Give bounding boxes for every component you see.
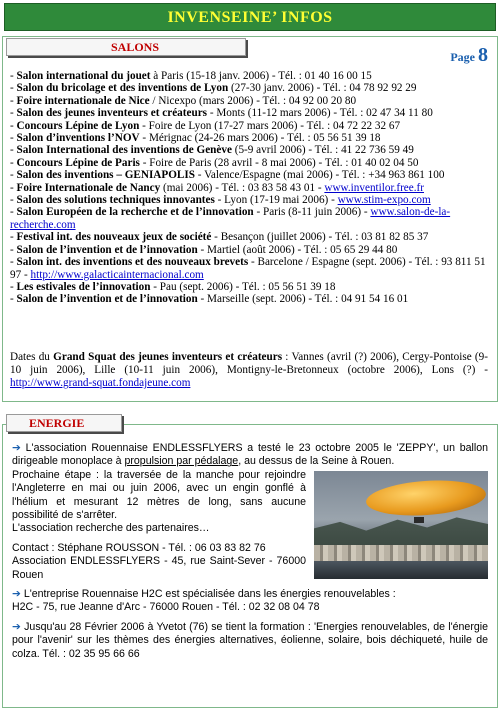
newsletter-banner [4,3,496,31]
salon-item [10,182,488,194]
salon-item [10,144,488,156]
energie-content [12,442,488,667]
salon-details: - Mérignac (24-26 mars 2006) - Tél. : 05 56 51 39 18 [139,132,381,145]
salon-name: Concours Lépine de Paris [16,156,140,169]
salon-name: Salon du bricolage et des inventions de Lyon [16,82,229,95]
h2c-text: L'entreprise Rouennaise H2C est spécialisée dans les énergies renouvelables : [20,588,396,601]
salon-item [10,244,488,256]
salon-item [10,132,488,144]
salon-details: - Valence/Espagne (mai 2006) - Tél. : +34 963 861 100 [194,169,445,182]
salon-name: Salon International des inventions de Genève [16,144,232,157]
salon-bullet: - [10,181,17,194]
salon-details: - Barcelone / Espagne (sept. 2006) - Tél. : 93 811 51 97 - [10,256,486,281]
salon-details: - Paris (8-11 juin 2006) - [253,206,371,219]
arrow-icon: ➔ [12,442,21,454]
salon-bullet: - [10,70,17,82]
salon-bullet: - [10,94,17,107]
zeppy-balloon-photo [314,471,488,579]
zeppy-text-a: L'association Rouennaise ENDLESSFLYERS a testé le 23 octobre 2005 le 'ZEPPY', un ballon dirigeable monoplace à [12,442,488,468]
photo-city [314,545,488,561]
arrow-icon: ➔ [12,620,21,633]
salon-item [10,194,488,206]
grand-squat-paragraph [10,351,488,390]
salon-details: - Lyon (17-19 mai 2006) - [214,194,338,207]
squat-details: : Vannes (avril (?) 2006), Cergy-Pontoise (9-10 juin 2006), Lille (10-11 juin 2006), Montigny-le-Bretonneux (octobre 2006), Lons (?) - [10,351,488,376]
salon-bullet: - [10,82,17,95]
salon-name: Les estivales de l’innovation [16,280,151,293]
salon-link[interactable]: www.inventilor.free.fr [324,181,424,194]
salon-link[interactable]: www.salon-de-la-recherche.com [10,206,451,231]
page-number [450,44,488,67]
salon-details: - Besançon (juillet 2006) - Tél. : 03 81 82 85 37 [211,231,429,244]
page-label: Page [450,50,475,64]
salons-title: SALONS [111,40,160,54]
salon-bullet: - [10,169,17,182]
photo-gondola [414,517,424,523]
salon-item [10,256,488,281]
salon-name: Concours Lépine de Lyon [16,119,140,132]
salons-list [10,70,488,306]
salon-bullet: - [10,194,17,207]
salon-bullet: - [10,243,17,256]
salon-details: / Nicexpo (mars 2006) - Tél. : 04 92 00 20 80 [149,94,357,107]
newsletter-title: INVENSEINE’ INFOS [167,9,333,26]
photo-balloon [365,477,487,519]
salon-name: Festival int. des nouveaux jeux de société [16,231,212,244]
salon-name: Salon int. des inventions et des nouveaux brevets [16,256,249,269]
zeppy-underlined: propulsion par pédalage [124,455,239,468]
salon-details: - Monts (11-12 mars 2006) - Tél. : 02 47 34 11 80 [207,107,433,120]
salon-details: (5-9 avril 2006) - Tél. : 41 22 736 59 49 [231,144,414,157]
photo-river [314,561,488,579]
salon-bullet: - [10,231,17,244]
salon-details: - Marseille (sept. 2006) - Tél. : 04 91 54 16 01 [197,293,409,306]
salon-item [10,107,488,119]
salon-name: Salon de l’invention et de l’innovation [16,293,198,306]
salon-bullet: - [10,293,17,306]
salon-name: Salon international du jouet [16,70,151,82]
zeppy-partners: L'association recherche des partenaires… [12,522,210,535]
salon-item [10,169,488,181]
zeppy-next-step: Prochaine étape : la traversée de la manche pour rejoindre l'Angleterre en mai ou juin 2006, avec un engin gonflé à l'hélium et mesurant 12 mètres de long, sans aucune possibilité de s'arrêter. [12,468,306,522]
salon-details: - Martiel (août 2006) - Tél. : 05 65 29 44 80 [197,243,398,256]
salon-bullet: - [10,256,17,269]
energie-header [6,414,122,432]
salon-bullet: - [10,280,17,293]
salon-details: (mai 2006) - Tél. : 03 83 58 43 01 - [160,181,325,194]
salon-bullet: - [10,132,17,145]
squat-intro: Dates du [10,351,54,363]
h2c-paragraph [12,588,488,615]
salon-details: - Foire de Lyon (17-27 mars 2006) - Tél. : 04 72 22 32 67 [139,119,401,132]
salon-details: - Pau (sept. 2006) - Tél. : 05 56 51 39 18 [150,280,336,293]
salon-details: (27-30 janv. 2006) - Tél. : 04 78 92 92 29 [228,82,417,95]
salon-bullet: - [10,107,17,120]
energie-title: ENERGIE [29,416,85,430]
page-number-value: 8 [478,44,488,66]
salon-link[interactable]: http://www.galacticainternacional.com [30,268,204,281]
salon-item [10,95,488,107]
salon-item [10,120,488,132]
salon-link[interactable]: www.stim-expo.com [337,194,431,207]
salon-name: Salon de l’invention et de l’innovation [16,243,198,256]
salon-name: Salon des jeunes inventeurs et créateurs [16,107,208,120]
salon-details: - Foire de Paris (28 avril - 8 mai 2006) - Tél. : 01 40 02 04 50 [139,156,419,169]
salon-item [10,70,488,82]
salon-item [10,293,488,305]
contact-line-1: Contact : Stéphane ROUSSON - Tél. : 06 03 83 82 76 [12,541,266,554]
salon-bullet: - [10,119,17,132]
zeppy-text-b: , au dessus de la Seine à Rouen. [238,455,395,468]
salon-name: Salon Européen de la recherche et de l’innovation [16,206,254,219]
squat-link[interactable]: http://www.grand-squat.fondajeune.com [10,377,191,389]
zeppy-paragraph [12,442,488,536]
yvetot-text: Jusqu'au 28 Février 2006 à Yvetot (76) se tient la formation : 'Energies renouvelables, de l'énergie pour l'avenir' sur les thèmes des énergies alternatives, éolienne, solaire, bois déchiqueté, huile de colza. Tél. : 02 35 95 66 66 [12,620,488,660]
salon-name: Foire internationale de Nice [16,94,150,107]
salon-item [10,157,488,169]
salon-bullet: - [10,206,17,219]
arrow-icon: ➔ [12,588,21,601]
h2c-address: H2C - 75, rue Jeanne d'Arc - 76000 Rouen - Tél. : 02 32 08 04 78 [12,601,320,614]
salon-item [10,82,488,94]
salon-item [10,231,488,243]
salon-name: Salon des inventions – GENIAPOLIS [16,169,195,182]
yvetot-paragraph [12,621,488,661]
contact-line-2: Association ENDLESSFLYERS - 45, rue Saint-Sever - 76000 Rouen [12,555,306,581]
salon-name: Salon d’inventions l’NOV [16,132,140,145]
salon-bullet: - [10,144,17,157]
salon-name: Salon des solutions techniques innovantes [16,194,215,207]
salon-item [10,281,488,293]
salons-header [6,38,246,56]
salon-details: à Paris (15-18 janv. 2006) - Tél. : 01 40 16 00 15 [150,70,372,82]
squat-name: Grand Squat des jeunes inventeurs et créateurs [53,351,283,363]
salon-item [10,206,488,231]
salon-bullet: - [10,156,17,169]
salon-name: Foire Internationale de Nancy [16,181,161,194]
